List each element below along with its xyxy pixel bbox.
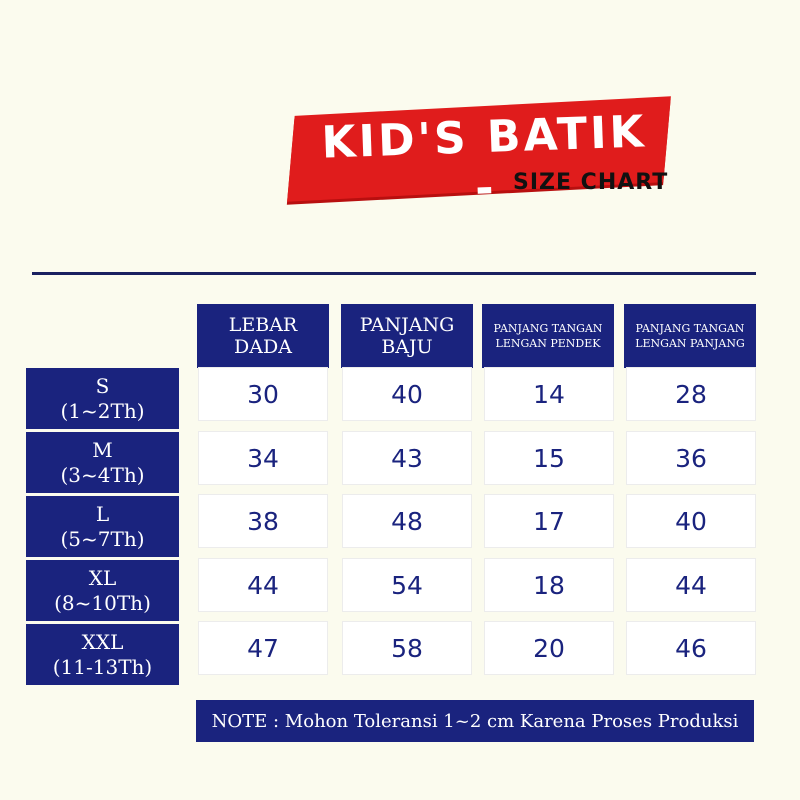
table-cell: 44 [626,558,756,612]
row-header-size [26,432,179,493]
size-label: L [95,501,110,526]
age-label: (11-13Th) [52,654,153,679]
size-label: XXL [81,629,124,654]
table-cell: 18 [484,558,614,612]
note-bar: NOTE : Mohon Toleransi 1~2 cm Karena Proses Produksi [196,700,754,742]
table-cell: 34 [198,431,328,485]
column-header-line: DADA [234,336,292,358]
table-cell: 40 [626,494,756,548]
row-header-size [26,368,179,429]
column-header-lengan-panjang [624,304,756,368]
column-header-line: BAJU [381,336,433,358]
page-title: KID'S BATIK - [320,106,648,215]
table-cell: 30 [198,367,328,421]
table-cell: 38 [198,494,328,548]
table-cell: 28 [626,367,756,421]
table-cell: 17 [484,494,614,548]
table-cell: 14 [484,367,614,421]
column-header-lengan-pendek [482,304,614,368]
column-header-line: LENGAN PANJANG [635,337,745,350]
table-cell: 44 [198,558,328,612]
row-header-size [26,624,179,685]
column-header-lebar-dada [197,304,329,368]
column-header-line: LEBAR [228,314,298,336]
age-label: (3~4Th) [60,462,145,487]
size-label: M [92,437,113,462]
page-subtitle: SIZE CHART [513,170,669,195]
table-cell: 47 [198,621,328,675]
column-header-line: PANJANG TANGAN [493,322,603,335]
age-label: (5~7Th) [60,526,145,551]
age-label: (1~2Th) [60,398,145,423]
column-header-line: PANJANG [359,314,455,336]
row-header-size [26,560,179,621]
table-cell: 20 [484,621,614,675]
column-header-line: LENGAN PENDEK [495,337,601,350]
age-label: (8~10Th) [54,590,151,615]
column-header-line: PANJANG TANGAN [635,322,745,335]
table-cell: 40 [342,367,472,421]
table-cell: 43 [342,431,472,485]
row-header-size [26,496,179,557]
table-cell: 58 [342,621,472,675]
size-label: XL [88,565,117,590]
table-cell: 54 [342,558,472,612]
size-label: S [95,373,110,398]
table-cell: 48 [342,494,472,548]
divider [32,272,756,275]
table-cell: 36 [626,431,756,485]
table-cell: 15 [484,431,614,485]
table-cell: 46 [626,621,756,675]
column-header-panjang-baju [341,304,473,368]
